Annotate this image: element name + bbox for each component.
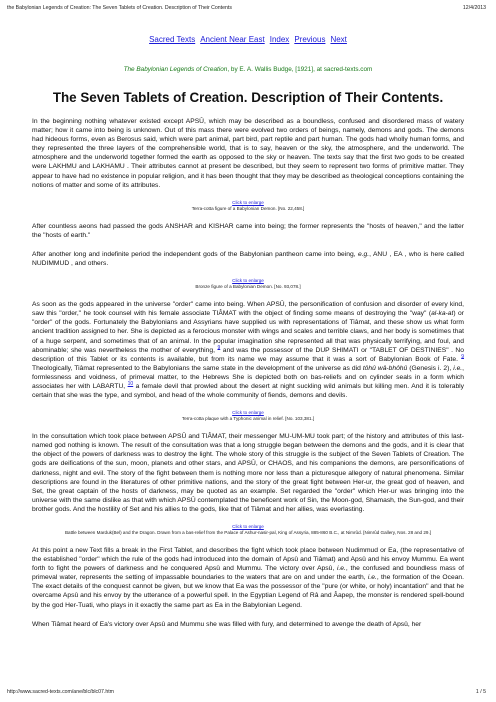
paragraph-4-text-d: Theologically, Tiâmat represented to the Babylonians the same state in the development of the universe as did	[32, 364, 363, 372]
print-footer-url: http://www.sacred-texts.com/ane/blc/blc07.htm	[7, 689, 114, 695]
footnote-link-9b[interactable]: 9	[461, 353, 464, 360]
figure-2-enlarge-link[interactable]: Click to enlarge	[232, 278, 264, 284]
figure-1-enlarge-link[interactable]: Click to enlarge	[232, 199, 264, 205]
print-footer	[7, 689, 486, 698]
paragraph-3-text-a: After another long and indefinite period the independent gods of the Babylonian pantheon came into being,	[32, 250, 358, 258]
figure-2-caption: Bronze figure of a Babylonian Demon. [No. 93,078.]	[195, 284, 301, 290]
paragraph-5: In the consultation which took place between APSÛ and TIÂMAT, their messenger MU-UM-MU took part; of the history and attributes of this last-named god nothing is known. The result of the consultation was that a long struggle began between the demons and the gods, and it is clear that the object of the powers of darkness was to destroy the light. The whole story of this struggle is the subject of the Seven Tablets of Creation. The gods are deifications of the sun, moon, planets and other stars, and APSÛ, or CHAOS, and his companions the demons, are personifications of darkness, night and evil. The story of the fight between them is nothing more nor less than a picturesque allegory of natural phenomena. Similar descriptions are found in the literatures of other primitive nations, and the story of the great fight between Her-ur, the great god of heaven, and Set, the great captain of the hosts of darkness, may be quoted as an example. Set regarded the "order" which Her-ur was bringing into the universe with the same dislike as that with which APSÛ contemplated the beneficent work of Sin, the Moon-god, Shamash, the Sun-god, and their brother gods. And the hostility of Set and his allies to the gods, like that of Tiâmat and her allies, was everlasting.	[32, 433, 464, 513]
figure-4-caption: Battle between Marduk(Bel) and the Dragon. Drawn from a bas-relief from the Palace of Ashur-nasir-pal, King of Assyria, 885-860 B.C., at Nimrûd. [Nimrûd Gallery, Nos. 28 and 29.]	[64, 530, 432, 535]
page-title: The Seven Tablets of Creation. Description of Their Contents.	[52, 90, 444, 105]
paragraph-3-eg: e.g.	[357, 250, 370, 258]
book-title: The Babylonian Legends of Creation	[123, 66, 228, 73]
figure-2	[32, 278, 464, 290]
figure-4-enlarge-link[interactable]: Click to enlarge	[232, 524, 264, 529]
paragraph-4-text-f: , formlessness and voidness, of primeval matter, to the Hebrews She is depicted both on bas-reliefs and on cylinder seals in a form which associates her with LABARTU,	[32, 364, 464, 390]
figure-1-caption: Terra-cotta figure of a Babylonian Demon. [No. 22,458.]	[191, 205, 305, 211]
nav-link-next[interactable]: Next	[330, 35, 347, 44]
paragraph-3-text-b: , ANU , EA , who is here called NUDIMMUD , and others.	[32, 250, 464, 268]
paragraph-2: After countless aeons had passed the gods ANSHAR and KISHAR came into being; the former represents the "hosts of heaven," and the latter the "hosts of earth."	[32, 222, 464, 239]
paragraph-4-text-c: and was the possessor of the DUP SHIMATI or "TABLET OF DESTINIES" . No description of this Tablet or its contents is available, but from its name we may assume that it was a sort of Babylonian Book of Fate.	[32, 346, 464, 363]
nav-link-index[interactable]: Index	[269, 35, 290, 44]
paragraph-4	[32, 300, 464, 400]
paragraph-4-alkat: al-ka-at	[431, 310, 454, 318]
paragraph-1: In the beginning nothing whatever existed except APSÛ, which may be described as a boundless, confused and disordered mass of watery matter; how it came into being is unknown. Out of this mass there were evolved two orders of beings, namely, demons and gods. The demons had hideous forms, even as Berosus said, which were part animal, part bird, part reptile and part human. The gods had wholly human forms, and they represented the three layers of the comprehensible world, that is to say, heaven or the sky, the atmosphere, and the underworld. The atmosphere and the underworld together formed the earth as opposed to the sky or heaven. The texts say that the first two gods to be created were LAKHMU and LAKHAMU . Their attributes cannot at present be described, but they seem to represent two forms of primitive matter. They appear to have had no existence in popular religion, and it has been thought that they may be described as theological conceptions containing the notions of matter and some of its attributes.	[32, 118, 464, 189]
paragraph-6	[32, 546, 464, 610]
paragraph-3	[32, 250, 464, 268]
book-author-info: , by E. A. Wallis Budge, [1921], at sacred-texts.com	[227, 66, 373, 73]
paragraph-6-ie-2: i.e.	[367, 574, 377, 582]
book-title-link[interactable]	[124, 66, 228, 73]
nav-link-previous[interactable]: Previous	[294, 35, 326, 44]
page-content	[32, 34, 464, 629]
nav-link-ancient-near-east[interactable]: Ancient Near East	[200, 35, 265, 44]
paragraph-6-text-a: At this point a new Text fills a break in the First Tablet, and describes the fight which took place between Nudimmud or Ea, (the representative of the established "order" which the rule of the gods had introduced into the domain of Apsû and Tiâmat) and Apsû and his envoy Mummu. Ea went forth to fight the powers of darkness and he conquered Apsû and Mummu. The victory over Apsû,	[32, 547, 464, 573]
figure-3	[32, 410, 464, 422]
figure-3-enlarge-link[interactable]: Click to enlarge	[232, 410, 264, 416]
print-header-title: the Babylonian Legends of Creation: The Seven Tablets of Creation. Description of Their Contents	[7, 5, 232, 11]
nav-link-sacred-texts[interactable]: Sacred Texts	[149, 35, 196, 44]
top-navigation	[32, 34, 464, 45]
paragraph-4-tohu: tôhû wâ-bhôhû	[362, 364, 408, 372]
paragraph-4-text-g: a female devil that prowled about the desert at night suckling wild animals but killing men. And it is tolerably certain that she was the type, and symbol, and head of the whole community of fiends, demons and devils.	[32, 382, 464, 400]
paragraph-6-text-b: , the confused and boundless mass of primeval water, represents the setting of impassable boundaries to the waters that are on and under the earth,	[32, 565, 464, 582]
paragraph-4-text-e: (Genesis i. 2),	[407, 364, 454, 372]
print-footer-page-number: 1 / 5	[475, 689, 486, 695]
paragraph-7: When Tiâmat heard of Ea's victory over Apsû and Mummu she was filled with fury, and determined to avenge the death of Apsû, her	[32, 620, 422, 628]
paragraph-4-ie: i.e.	[453, 364, 463, 372]
figure-3-caption: Terra-cotta plaque with a Typhonic animal in relief. [No. 103,381.]	[181, 416, 315, 422]
paragraph-4-text-b: ) or "order" of the gods. Fortunately the Babylonians and Assyrians have supplied us with representations of Tiâmat, and these show us what form ancient tradition assigned to her. She is depicted as a ferocious monster with wings and scales and terrible claws, and her body is sometimes that of a huge serpent, and sometimes that of an animal. In the popular imagination she represented all that was physically terrifying, and foul, and abominable; she was nevertheless the mother of everything,	[32, 310, 464, 354]
paragraph-4-text-a: As soon as the gods appeared in the universe "order" came into being. When APSÛ, the personification of confusion and disorder of every kind, saw this "order," he took counsel with his female associate TIÂMAT with the object of finding some means of destroying the "way" (	[32, 301, 464, 318]
figure-4	[32, 524, 464, 536]
book-byline	[32, 65, 464, 74]
figure-1	[32, 200, 464, 212]
paragraph-6-text-c: , the formation of the Ocean. The exact details of the conquest cannot be given, but we know that Ea was the possessor of the "pure (or white, or holy) incantation" and that he overcame Apsû and his envoy by the utterance of a powerful spell. In the Egyptian Legend of Râ and Âapep, the monster is rendered spell-bound by the god Her-Tuati, who plays in it exactly the same part as Ea in the Babylonian Legend.	[32, 574, 464, 609]
print-header	[7, 5, 486, 15]
print-header-date: 12/4/2013	[462, 5, 486, 11]
footnote-link-9[interactable]: 9	[217, 344, 221, 351]
footnote-link-10[interactable]: 10	[127, 380, 134, 387]
paragraph-6-ie: i.e.	[336, 565, 346, 573]
